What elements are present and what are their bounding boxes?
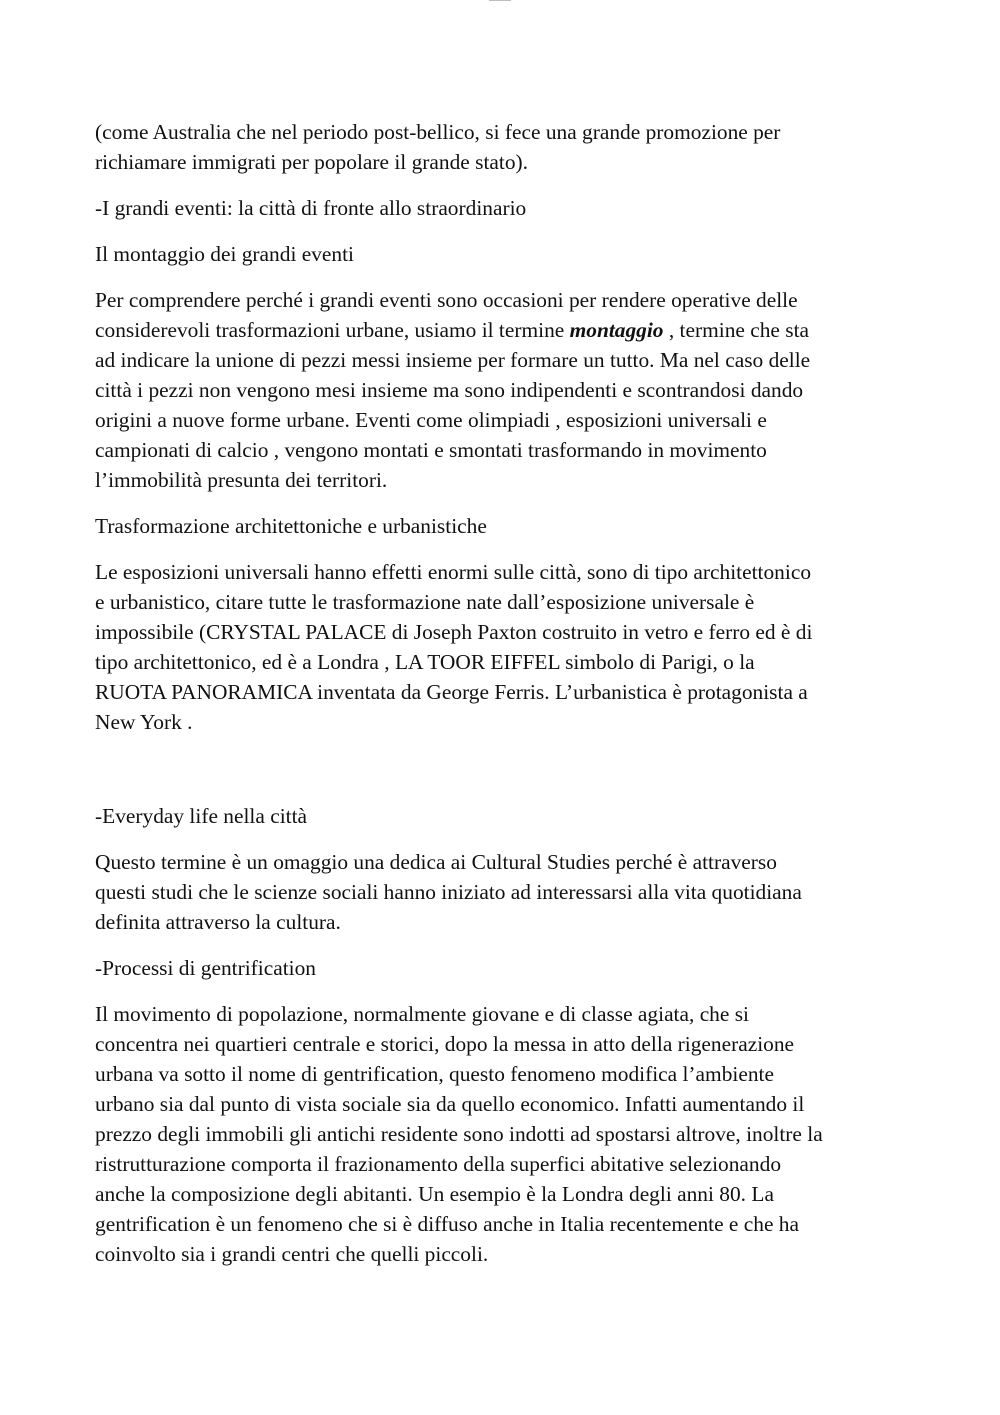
document-body — [95, 117, 905, 1285]
heading-gentrification: -Processi di gentrification — [95, 956, 316, 980]
paragraph-montaggio — [95, 285, 905, 495]
header-mark — [489, 0, 511, 4]
heading-trasformazione: Trasformazione architettoniche e urbanistiche — [95, 514, 487, 538]
paragraph-cultural-studies: Questo termine è un omaggio una dedica ai Cultural Studies perché è attraverso questi studi che le scienze sociali hanno iniziato ad interessarsi alla vita quotidiana definita attraverso la cultura. — [95, 850, 802, 934]
paragraph-montaggio-text-end: , termine che sta ad indicare la unione di pezzi messi insieme per formare un tutto. Ma nel caso delle città i pezzi non vengono mesi insieme ma sono indipendenti e scontrandosi dando origini a nuove forme urbane. Eventi come olimpiadi , esposizioni universali e campionati di calcio , vengono montati e smontati trasformando in movimento l’immobilità presunta dei territori. — [95, 318, 811, 492]
heading-montaggio: Il montaggio dei grandi eventi — [95, 242, 354, 266]
paragraph-esposizioni: Le esposizioni universali hanno effetti enormi sulle città, sono di tipo architettonico e urbanistico, citare tutte le trasformazione nate dall’esposizione universale è impossibile (CRYSTAL PALACE di Joseph Paxton costruito in vetro e ferro ed è di tipo architettonico, ed è a Londra , LA TOOR EIFFEL simbolo di Parigi, o la RUOTA PANORAMICA inventata da George Ferris. L’urbanistica è protagonista a New York . — [95, 560, 813, 734]
paragraph-australia: (come Australia che nel periodo post-bellico, si fece una grande promozione per richiamare immigrati per popolare il grande stato). — [95, 120, 781, 174]
heading-grandi-eventi: -I grandi eventi: la città di fronte allo straordinario — [95, 196, 527, 220]
paragraph-gentrification: Il movimento di popolazione, normalmente giovane e di classe agiata, che si concentra nei quartieri centrale e storici, dopo la messa in atto della rigenerazione urbana va sotto il nome di gentrification, questo fenomeno modifica l’ambiente urbano sia dal punto di vista sociale sia da quello economico. Infatti aumentando il prezzo degli immobili gli antichi residente sono indotti ad spostarsi altrove, inoltre la ristrutturazione comporta il frazionamento della superfici abitative selezionando anche la composizione degli abitanti. Un esempio è la Londra degli anni 80. La gentrification è un fenomeno che si è diffuso anche in Italia recentemente e che ha coinvolto sia i grandi centri che quelli piccoli. — [95, 1002, 823, 1266]
paragraph-montaggio-text-start: Per comprendere perché i grandi eventi sono occasioni per rendere operative delle considerevoli trasformazioni urbane, usiamo il termine — [95, 288, 798, 342]
term-montaggio: montaggio — [569, 318, 664, 342]
heading-everyday-life: -Everyday life nella città — [95, 804, 308, 828]
